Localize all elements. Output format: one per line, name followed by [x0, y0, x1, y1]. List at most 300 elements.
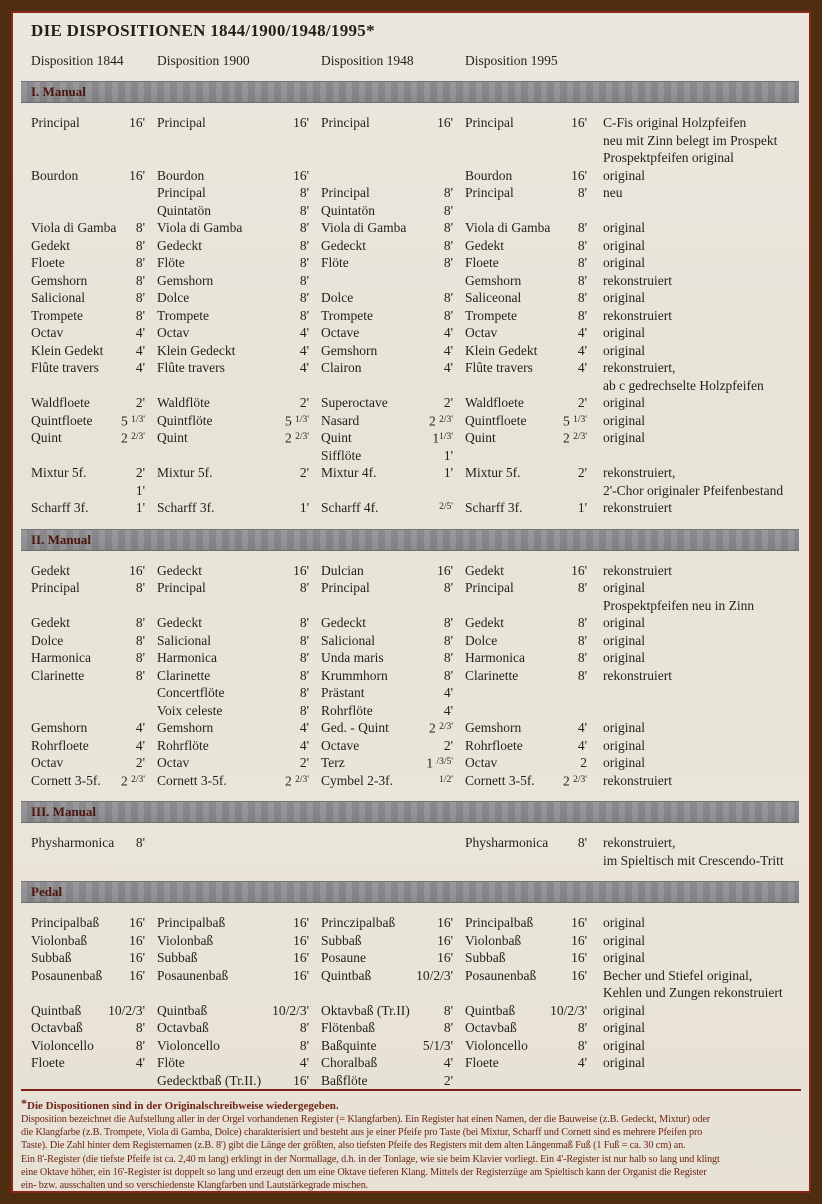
register-name [321, 149, 325, 167]
disposition-table [31, 69, 799, 1089]
register-cell [31, 597, 145, 615]
register-row [31, 359, 799, 377]
register-cell [157, 464, 309, 482]
register-footage: 16' [571, 932, 587, 948]
register-name: Cornett 3-5f. [157, 772, 227, 788]
footage-fraction: 1/2' [439, 774, 453, 785]
register-name: Scharff 3f. [31, 500, 89, 515]
register-note: original [603, 1020, 645, 1035]
register-name: Salicional [31, 290, 85, 305]
register-footage: 8' [299, 255, 309, 270]
register-name: Gedekt [31, 237, 70, 253]
asterisk-mark: * [21, 1096, 27, 1110]
register-name [31, 377, 35, 395]
register-name [31, 684, 35, 702]
register-cell [321, 702, 453, 720]
register-footage: 8' [443, 667, 453, 683]
register-name: Subbaß [465, 950, 506, 965]
register-name: Principal [157, 580, 206, 595]
register-name [157, 377, 161, 395]
register-note: original [603, 255, 645, 270]
register-row [31, 184, 799, 202]
register-footage: 16' [437, 915, 453, 930]
register-cell [465, 114, 587, 132]
register-cell [31, 1037, 145, 1055]
register-footage: 8' [135, 237, 145, 253]
register-note: original [603, 932, 645, 948]
register-cell [31, 167, 145, 185]
register-cell [157, 834, 309, 852]
register-name: Klein Gedekt [31, 342, 104, 358]
register-note [599, 202, 799, 220]
register-name [321, 852, 325, 870]
register-name: Principal [157, 115, 206, 130]
register-name: Principalbaß [465, 915, 534, 930]
register-footage: 4' [443, 685, 453, 700]
register-footage: 8' [299, 202, 309, 218]
register-footage: 16' [571, 967, 587, 983]
register-name [465, 702, 469, 720]
register-name: Principalbaß [31, 915, 100, 930]
register-cell [157, 132, 309, 150]
section-header: Pedal [21, 881, 799, 903]
register-note: original [603, 412, 645, 428]
register-footage: 5 $^{1/3'}$ [563, 413, 587, 428]
register-cell [321, 614, 453, 632]
register-footage: 4' [135, 737, 145, 753]
register-footage: 8' [577, 307, 587, 323]
register-name: Flöte [321, 255, 349, 270]
register-footage: 4' [135, 1055, 145, 1070]
register-name: Terz [321, 755, 345, 770]
register-row [31, 852, 799, 870]
register-name: Octav [157, 325, 190, 340]
register-footage: 8' [443, 615, 453, 630]
register-cell [321, 834, 453, 852]
register-cell [157, 377, 309, 395]
register-cell [157, 447, 309, 465]
footnote-line: die Klangfarbe (z.B. Trompete, Viola di Gamba, Dolce) charakterisiert und besteht aus je einer Pfeife pro Taste (bei Mixtur, Scharff und Cornett sind es mehrere Pfeifen pro [21, 1127, 703, 1139]
register-footage: $1^{1/3'}$ [432, 430, 453, 446]
register-footage: 2 $^{2/3'}$ [121, 773, 145, 788]
register-footage: 16' [437, 932, 453, 948]
register-name: Quintbaß [321, 967, 372, 983]
register-cell [465, 132, 587, 150]
register-name: Scharff 3f. [465, 500, 523, 515]
register-footage: 10/2/3' [272, 1002, 309, 1018]
register-footage: 8' [299, 185, 309, 200]
register-footage: 16' [437, 562, 453, 578]
register-cell [321, 464, 453, 482]
register-footage: 8' [135, 220, 145, 235]
register-cell [465, 412, 587, 430]
register-name [157, 149, 161, 167]
register-footage: 8' [135, 667, 145, 683]
register-footage: 1' [299, 500, 309, 515]
register-cell [157, 184, 309, 202]
register-name [465, 132, 469, 150]
register-note [599, 447, 799, 465]
register-footage: 16' [293, 932, 309, 948]
register-footage: 16' [571, 562, 587, 578]
register-note: original [603, 580, 645, 595]
register-name [157, 834, 161, 852]
footnote-line: Taste). Die Zahl hinter dem Registernamen (z.B. 8') gibt die Länge der größten, also tiefsten Pfeife des Registers mit dem alten Längenmaß Fuß (1 Fuß = ca. 30 cm) an. [21, 1140, 686, 1152]
register-footage: 4' [443, 342, 453, 358]
register-name [31, 202, 35, 220]
register-row [31, 834, 799, 852]
register-cell [465, 272, 587, 290]
register-cell [31, 464, 145, 482]
register-name [31, 132, 35, 150]
register-footage: 2' [135, 755, 145, 770]
register-cell [465, 202, 587, 220]
column-header-notes [599, 53, 799, 69]
register-row [31, 307, 799, 325]
register-name: Gedekt [465, 237, 504, 253]
register-cell [321, 967, 453, 985]
register-footage: 8' [299, 290, 309, 305]
register-cell [31, 852, 145, 870]
register-name: Quintfloete [465, 412, 527, 428]
register-footage: 4' [299, 342, 309, 358]
register-note: original [603, 632, 645, 648]
register-note: original [603, 1002, 645, 1018]
register-footage: 1 $^{/3/5'}$ [426, 755, 453, 771]
register-cell [31, 202, 145, 220]
register-cell [157, 482, 309, 500]
register-cell [31, 834, 145, 852]
register-cell [31, 359, 145, 377]
register-footage: 8' [135, 272, 145, 288]
register-cell [157, 984, 309, 1002]
register-cell [31, 482, 145, 500]
column-header-1900: Disposition 1900 [157, 53, 250, 68]
register-row [31, 1037, 799, 1055]
register-footage: 8' [577, 220, 587, 235]
register-footage: 8' [299, 272, 309, 288]
register-footage: 8' [443, 185, 453, 200]
register-footage: 8' [135, 650, 145, 665]
register-name: Gedekt [31, 615, 70, 630]
register-footage: 8' [443, 1020, 453, 1035]
register-name: Quint [321, 430, 352, 445]
register-cell [31, 914, 145, 932]
register-name: Quintflöte [157, 412, 213, 428]
register-cell [321, 1072, 453, 1090]
register-cell [157, 852, 309, 870]
register-name: Flûte travers [465, 360, 533, 375]
register-name: Bourdon [157, 167, 205, 183]
footage-fraction: 2/3' [439, 414, 453, 425]
register-footage: 8' [577, 185, 587, 200]
register-name: Principal [157, 185, 206, 200]
register-note: rekonstruiert [603, 307, 672, 323]
register-footage: 2' [577, 395, 587, 410]
register-name [157, 132, 161, 150]
register-name: Bourdon [465, 167, 513, 183]
register-name: Salicional [321, 632, 375, 648]
register-footage: 8' [135, 1037, 145, 1053]
register-name: Superoctave [321, 395, 388, 410]
register-footage: 1' [577, 500, 587, 515]
register-row [31, 167, 799, 185]
register-cell [465, 184, 587, 202]
register-name: Gemshorn [31, 720, 88, 735]
register-row [31, 1054, 799, 1072]
register-note: original [603, 615, 645, 630]
register-name: Octave [321, 737, 360, 753]
register-cell [31, 719, 145, 737]
register-cell [321, 1019, 453, 1037]
register-row [31, 684, 799, 702]
register-name [465, 597, 469, 615]
register-cell [321, 1054, 453, 1072]
register-cell [321, 342, 453, 360]
register-name [465, 447, 469, 465]
register-footage: 2' [135, 465, 145, 480]
register-footage: 8' [577, 1037, 587, 1053]
register-row [31, 482, 799, 500]
register-row [31, 342, 799, 360]
register-name: Ged. - Quint [321, 720, 389, 735]
register-footage: 2' [299, 395, 309, 410]
register-name [321, 132, 325, 150]
register-cell [157, 1037, 309, 1055]
register-footage: 4' [577, 342, 587, 358]
register-footage: 2' [299, 465, 309, 480]
register-footage: 8' [135, 307, 145, 323]
footage-fraction: 2/3' [573, 432, 587, 442]
register-name: Klein Gedekt [465, 342, 538, 358]
register-footage: 16' [293, 562, 309, 578]
register-cell [465, 324, 587, 342]
register-cell [321, 632, 453, 650]
register-name [321, 482, 325, 500]
register-name: Rohrflöte [321, 702, 373, 718]
register-footage: 8' [135, 255, 145, 270]
register-footage: 8' [299, 667, 309, 683]
register-note: Prospektpfeifen original [603, 150, 734, 165]
register-footage: 8' [299, 220, 309, 235]
register-cell [465, 719, 587, 737]
register-cell [157, 359, 309, 377]
register-note: original [603, 755, 645, 770]
register-row [31, 562, 799, 580]
register-cell [465, 614, 587, 632]
column-header-1948: Disposition 1948 [321, 53, 414, 68]
register-cell [31, 394, 145, 412]
register-footage: 8' [443, 290, 453, 305]
register-note: Prospektpfeifen neu in Zinn [603, 597, 755, 613]
register-footage: 16' [293, 950, 309, 965]
register-cell [465, 754, 587, 772]
register-name: Octavbaß [465, 1020, 517, 1035]
register-footage: 8' [577, 255, 587, 270]
register-row [31, 219, 799, 237]
register-cell [157, 237, 309, 255]
register-cell [321, 132, 453, 150]
register-footage: 4' [299, 360, 309, 375]
register-cell [157, 754, 309, 772]
register-cell [321, 562, 453, 580]
footnote-first-line [21, 1096, 801, 1113]
register-cell [157, 772, 309, 790]
register-footage: 4' [299, 720, 309, 735]
register-row [31, 719, 799, 737]
register-cell [157, 684, 309, 702]
register-cell [157, 737, 309, 755]
register-name: Quintbaß [157, 1002, 208, 1018]
register-cell [31, 684, 145, 702]
register-cell [321, 114, 453, 132]
register-row [31, 272, 799, 290]
register-cell [321, 167, 453, 185]
register-footage: 8' [135, 835, 145, 850]
register-name: Clarinette [465, 667, 519, 683]
register-cell [321, 237, 453, 255]
register-footage: 2' [443, 1072, 453, 1088]
register-cell [157, 1054, 309, 1072]
register-name: Subbaß [31, 950, 72, 965]
register-name: Trompete [321, 307, 374, 323]
register-name: Gedeckt [321, 237, 366, 253]
register-note: C-Fis original Holzpfeifen [603, 115, 747, 130]
register-name: Dolce [465, 632, 498, 648]
register-footage: 4' [299, 325, 309, 340]
register-row [31, 464, 799, 482]
register-name [465, 684, 469, 702]
register-footage: 8' [299, 1020, 309, 1035]
register-name: Clarinette [157, 667, 211, 683]
register-footage: 8' [299, 307, 309, 323]
register-name [465, 202, 469, 220]
register-cell [465, 1002, 587, 1020]
register-name: Sifflöte [321, 447, 362, 463]
register-name: Dolce [321, 290, 354, 305]
register-name: Principal [321, 185, 370, 200]
register-cell [465, 967, 587, 985]
register-cell [157, 1002, 309, 1020]
register-row [31, 614, 799, 632]
register-name: Violonbaß [31, 932, 88, 948]
register-cell [31, 614, 145, 632]
footage-fraction: 2/3' [439, 722, 453, 732]
register-name: Princzipalbaß [321, 915, 396, 930]
register-cell [465, 737, 587, 755]
register-name: Concertflöte [157, 685, 225, 700]
register-name: Posaunenbaß [465, 967, 537, 983]
register-cell [157, 719, 309, 737]
register-cell [157, 932, 309, 950]
register-row [31, 932, 799, 950]
register-cell [465, 1054, 587, 1072]
register-footage: 8' [443, 202, 453, 218]
page-title: DIE DISPOSITIONEN 1844/1900/1948/1995* [31, 21, 375, 40]
register-cell [157, 289, 309, 307]
register-footage: 8' [299, 685, 309, 700]
register-cell [465, 464, 587, 482]
register-name: Oktavbaß (Tr.II) [321, 1002, 410, 1018]
footnote-divider [21, 1089, 801, 1091]
register-note: rekonstruiert, [603, 835, 676, 850]
register-name: Cornett 3-5f. [465, 772, 535, 788]
register-cell [465, 834, 587, 852]
register-name: Quintatön [321, 202, 375, 218]
register-name: Mixtur 5f. [31, 465, 87, 480]
register-name: Dulcian [321, 562, 364, 578]
register-name: Rohrflöte [157, 737, 209, 753]
register-row [31, 949, 799, 967]
register-footage: 4' [299, 737, 309, 753]
register-name: Physharmonica [465, 835, 549, 850]
register-name: Floete [465, 255, 499, 270]
register-cell [465, 394, 587, 412]
register-cell [157, 667, 309, 685]
register-name [31, 1072, 35, 1090]
register-note [599, 684, 799, 702]
register-name: Quintatön [157, 202, 211, 218]
register-cell [157, 614, 309, 632]
register-name [157, 482, 161, 500]
register-row [31, 754, 799, 772]
register-name: Physharmonica [31, 835, 115, 850]
register-row [31, 772, 799, 790]
register-name: Floete [31, 255, 65, 270]
register-name: Viola di Gamba [31, 220, 117, 235]
register-name: Gedecktbaß (Tr.II.) [157, 1072, 262, 1088]
register-cell [157, 1072, 309, 1090]
register-name: Quint [31, 430, 62, 445]
register-cell [465, 289, 587, 307]
register-cell [157, 149, 309, 167]
register-note: Kehlen und Zungen rekonstruiert [603, 985, 783, 1000]
register-name [465, 482, 469, 500]
register-cell [465, 597, 587, 615]
register-cell [157, 597, 309, 615]
register-cell [465, 377, 587, 395]
register-row [31, 429, 799, 447]
register-cell [465, 667, 587, 685]
register-footage: 4' [443, 702, 453, 718]
register-cell [31, 114, 145, 132]
register-row [31, 914, 799, 932]
register-name [465, 149, 469, 167]
register-name: Octav [157, 755, 190, 770]
section-rows [31, 834, 799, 869]
register-footage: 2 $^{2/3'}$ [121, 430, 145, 446]
register-footage: 8' [577, 580, 587, 595]
register-footage: 2 [580, 755, 587, 770]
register-cell [157, 1019, 309, 1037]
register-footage: 8' [299, 1037, 309, 1053]
register-name: Salicional [157, 632, 211, 648]
register-footage: 5 $^{1/3'}$ [285, 413, 309, 428]
register-cell [31, 324, 145, 342]
register-footage: 8' [299, 580, 309, 595]
register-footage: 16' [293, 967, 309, 983]
register-footage: 8' [443, 580, 453, 595]
footnote [21, 1089, 801, 1192]
register-footage: 8' [577, 667, 587, 683]
register-name: Mixtur 4f. [321, 465, 377, 480]
register-note: original [603, 430, 645, 445]
register-footage: 8' [299, 702, 309, 718]
register-name: Gemshorn [31, 272, 88, 288]
register-footage: 8' [135, 290, 145, 305]
register-name: Gemshorn [157, 272, 214, 288]
register-name [157, 597, 161, 615]
